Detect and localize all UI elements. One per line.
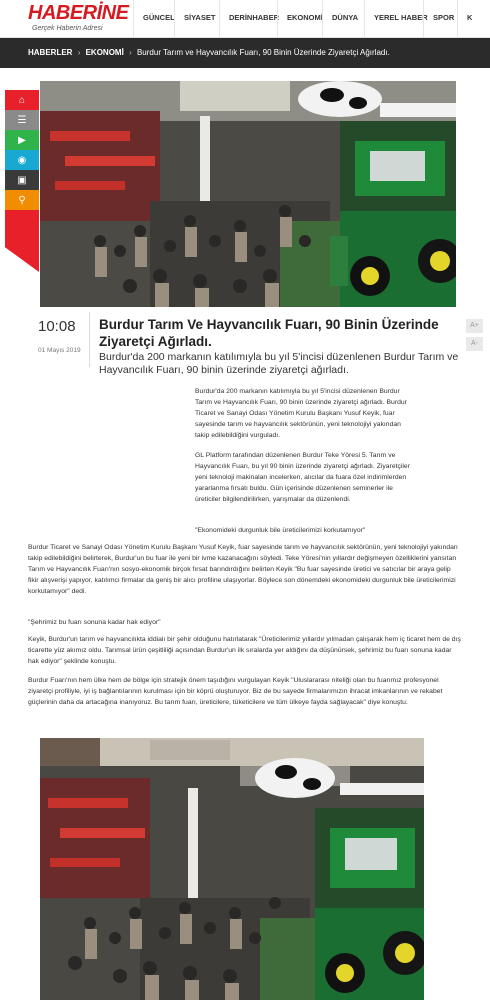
logo-name: HABERİNE xyxy=(28,2,129,24)
article-subtitle: Burdur'da 200 markanın katılımıyla bu yıl 5'incisi düzenlenen Burdur Tarım ve Hayvancılık Fuarı, 90 binin üzerinde ziyaretçi ağırladı. xyxy=(99,351,459,376)
article-paragraph: GL Platform tarafından düzenlenen Burdur Teke Yöresi 5. Tarım ve Hayvancılık Fuarı, bu yıl 90 binin üzerinde ziyaretçi ağırladı. Ziyaretçiler yeni teknoloji makinaları incelerken, alıcılar da fuara özel indirimlerden yararlanma fırsatı buldu. Gün içerisinde düzenlenen seminerler ile üreticiler bilgilendirilirken, yarışmalar da düzenlendi. xyxy=(195,452,410,503)
nav-item-more[interactable]: K xyxy=(457,0,489,38)
font-increase-button[interactable]: A+ xyxy=(466,319,483,333)
top-navigation xyxy=(0,0,490,38)
rail-decoration xyxy=(5,210,39,272)
article-paragraph: Burdur'da 200 markanın katılımıyla bu yıl 5'incisi düzenlenen Burdur Tarım ve Hayvancılık Fuarı, 90 binin üzerinde ziyaretçi ağırladı. Burdur Ticaret ve Sanayi Odası Yönetim Kurulu Başkanı Yusuf Keyik, fuar sayesinde tarım ve hayvancılık sektörünün, yeni teknolojiyi yakından takip edilebildiğini vurguladı. xyxy=(195,388,407,439)
breadcrumb-bar xyxy=(0,38,490,68)
article-subheading: "Ekonomideki durgunluk bile üreticilerimizi korkutamıyor" xyxy=(195,527,366,534)
font-decrease-button[interactable]: A- xyxy=(466,337,483,351)
article-date: 01 Mayıs 2019 xyxy=(38,347,81,354)
nav-item-siyaset[interactable]: SİYASET xyxy=(174,0,219,38)
home-icon[interactable]: ⌂ xyxy=(5,90,39,110)
camera-icon[interactable]: ◉ xyxy=(5,150,39,170)
breadcrumb-current: Burdur Tarım ve Hayvancılık Fuarı, 90 Binin Üzerinde Ziyaretçi Ağırladı. xyxy=(136,48,390,57)
site-logo[interactable] xyxy=(28,2,128,34)
nav-item-derinhaber[interactable]: DERİNHABER xyxy=(219,0,277,38)
nav-links xyxy=(133,0,489,38)
article-time: 10:08 xyxy=(38,318,76,335)
menu-icon[interactable]: ☰ xyxy=(5,110,39,130)
hero-photo xyxy=(40,81,456,307)
nav-item-guncel[interactable]: GÜNCEL xyxy=(133,0,174,38)
article-paragraph: Burdur Ticaret ve Sanayi Odası Yönetim Kurulu Başkanı Yusuf Keyik, fuar sayesinde tarım ve hayvancılık sektörünün, yeni teknolojiyi yakından takip edilebildiğini belirterek, Burdur'un bu fuar ile yeni bir ivme kazanacağını söyledi. Teke Yöresi'nin yıllardır değişmeyen özelliklerini yansıtan Tarım ve Hayvancılık Fuarı'nın sosyo-ekonomik birçok fırsat barındırdığını belirten Keyik "Bu fuar sayesinde üretici ve satıcılar bir araya gelip fikir alışverişi yapıyor, katılımcı firmalar da geniş bir alıcı profiline ulaşıyorlar. Böylece son dönemdeki ekonomideki durgunluk bile üreticilerimizi korkutamıyor" dedi. xyxy=(28,544,458,595)
fair-crowd-photo-2 xyxy=(40,738,424,1000)
article-title: Burdur Tarım Ve Hayvancılık Fuarı, 90 Binin Üzerinde Ziyaretçi Ağırladı. xyxy=(99,317,439,349)
nav-item-ekonomi[interactable]: EKONOMİ xyxy=(277,0,322,38)
article-paragraph: Keyik, Burdur'un tarım ve hayvancılıkta iddialı bir şehir olduğunu hatırlatarak "Üreticilerimiz yıllardır yılmadan çalışarak hem iç ticaret hem de dış ticarette yüz akımız oldu. Tarımsal ürün çeşitliliği açısından Burdur'un ilk sıralarda yer aldığını da düşünürsek, şehrimiz bu fuarı sonuna kadar hak ediyor" şeklinde konuştu. xyxy=(28,636,461,665)
breadcrumb-home[interactable]: HABERLER xyxy=(28,48,73,57)
article-photo xyxy=(40,738,424,1000)
article-paragraph: Burdur Fuarı'nın hem ülke hem de bölge için stratejik önem taşıdığını vurgulayan Keyik "Uluslararası niteliği olan bu fuarımız profesyonel ziyaretçi profiliyle, iyi iş bağlantılarının kurulması için bir köprü oluşturuyor. Biz de bu sayede firmalarımızın ihracat imkanlarının ve rekabet güçlerinin daha da artacağına inanıyoruz. Bu tarım fuarı, üreticilere, tüketicilere ve tüm ülkeye fayda sağlayacak" diye konuştu. xyxy=(28,677,443,706)
fair-crowd-photo xyxy=(40,81,456,307)
search-icon[interactable]: ⚲ xyxy=(5,190,39,210)
breadcrumb xyxy=(28,38,390,68)
nav-item-spor[interactable]: SPOR xyxy=(423,0,457,38)
nav-item-yerel-haber[interactable]: YEREL HABER xyxy=(364,0,423,38)
lock-icon[interactable]: ▣ xyxy=(5,170,39,190)
video-icon[interactable]: ▶ xyxy=(5,130,39,150)
breadcrumb-separator: › xyxy=(77,48,81,57)
logo-tagline: Gerçek Haberin Adresi xyxy=(32,25,103,32)
breadcrumb-section[interactable]: EKONOMİ xyxy=(85,48,124,57)
breadcrumb-separator: › xyxy=(129,48,132,57)
share-rail xyxy=(5,90,39,272)
article-subheading: "Şehrimiz bu fuarı sonuna kadar hak ediyor" xyxy=(28,619,161,626)
nav-item-dunya[interactable]: DÜNYA xyxy=(322,0,364,38)
